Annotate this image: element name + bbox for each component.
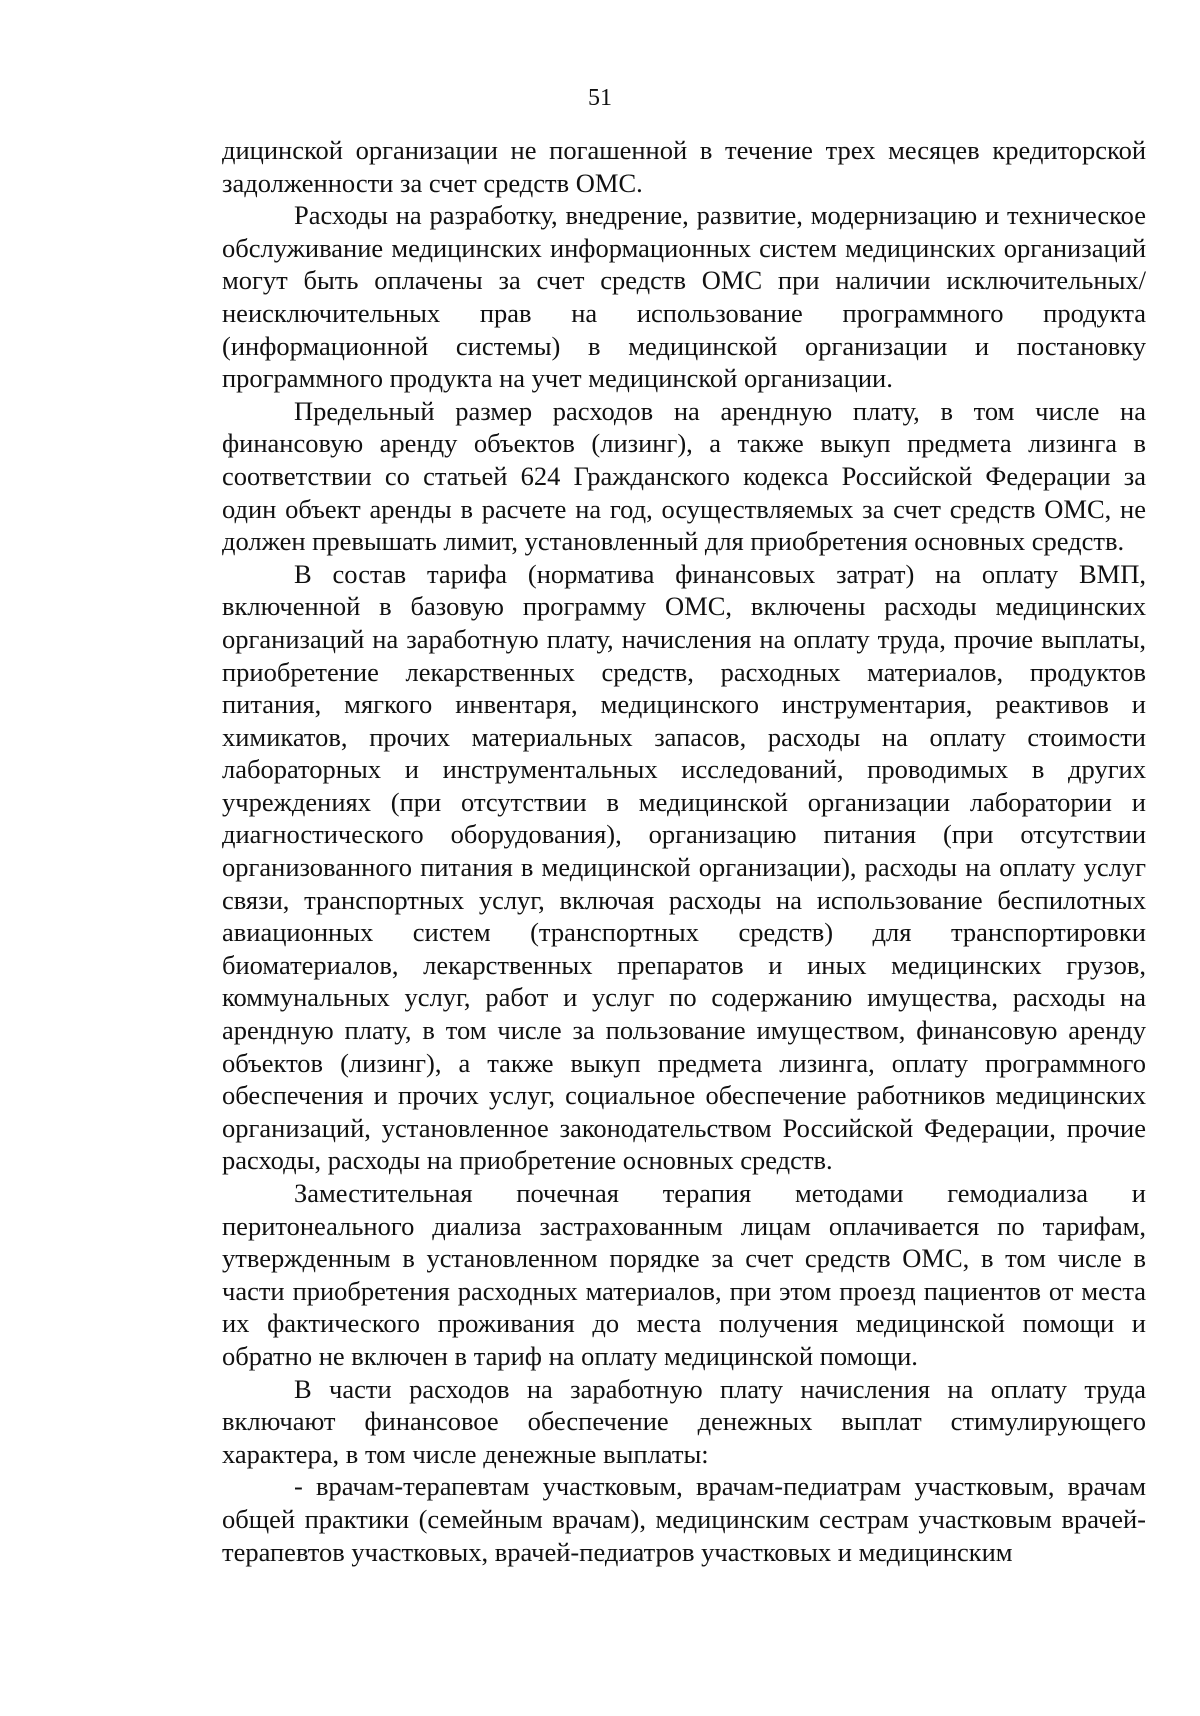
paragraph: В части расходов на заработную плату начисления на оплату труда включают финансовое обеспечение денежных выплат стимулирующего характера, в том числе денежные выплаты: — [222, 1373, 1146, 1469]
paragraph: Предельный размер расходов на арендную плату, в том числе на финансовую аренду объектов (лизинг), а также выкуп предмета лизинга в соответствии со статьей 624 Гражданского кодекса Российской Федерации за один объект аренды в расчете на год, осуществляемых за счет средств ОМС, не должен превышать лимит, установленный для приобретения основных средств. — [222, 395, 1146, 557]
paragraph: В состав тарифа (норматива финансовых затрат) на оплату ВМП, включенной в базовую программу ОМС, включены расходы медицинских организаций на заработную плату, начисления на оплату труда, прочие выплаты, приобретение лекарственных средств, расходных материалов, продуктов питания, мягкого инвентаря, медицинского инструментария, реактивов и химикатов, прочих материальных запасов, расходы на оплату стоимости лабораторных и инструментальных исследований, проводимых в других учреждениях (при отсутствии в медицинской организации лаборатории и диагностического оборудования), организацию питания (при отсутствии организованного питания в медицинской организации), расходы на оплату услуг связи, транспортных услуг, включая расходы на использование беспилотных авиационных систем (транспортных средств) для транспортировки биоматериалов, лекарственных препаратов и иных медицинских грузов, коммунальных услуг, работ и услуг по содержанию имущества, расходы на арендную плату, в том числе за пользование имуществом, финансовую аренду объектов (лизинг), а также выкуп предмета лизинга, оплату программного обеспечения и прочих услуг, социальное обеспечение работников медицинских организаций, установленное законодательством Российской Федерации, прочие расходы, расходы на приобретение основных средств. — [222, 558, 1146, 1176]
page-number: 51 — [588, 85, 612, 111]
paragraph: дицинской организации не погашенной в течение трех месяцев кредиторской задолженности за счет средств ОМС. — [222, 135, 1146, 198]
paragraph: Расходы на разработку, внедрение, развитие, модернизацию и техническое обслуживание медицинских информационных систем медицинских организаций могут быть оплачены за счет средств ОМС при наличии исключительных/неисключительных прав на использование программного продукта (информационной системы) в медицинской организации и постановку программного продукта на учет медицинской организации. — [222, 200, 1146, 394]
paragraph: - врачам-терапевтам участковым, врачам-педиатрам участковым, врачам общей практики (семейным врачам), медицинским сестрам участковым врачей-терапевтов участковых, врачей-педиатров участковых и медицинским — [222, 1471, 1146, 1567]
document-body — [222, 134, 1146, 1568]
paragraph: Заместительная почечная терапия методами гемодиализа и перитонеального диализа застрахованным лицам оплачивается по тарифам, утвержденным в установленном порядке за счет средств ОМС, в том числе в части приобретения расходных материалов, при этом проезд пациентов от места их фактического проживания до места получения медицинской помощи и обратно не включен в тариф на оплату медицинской помощи. — [222, 1178, 1146, 1371]
